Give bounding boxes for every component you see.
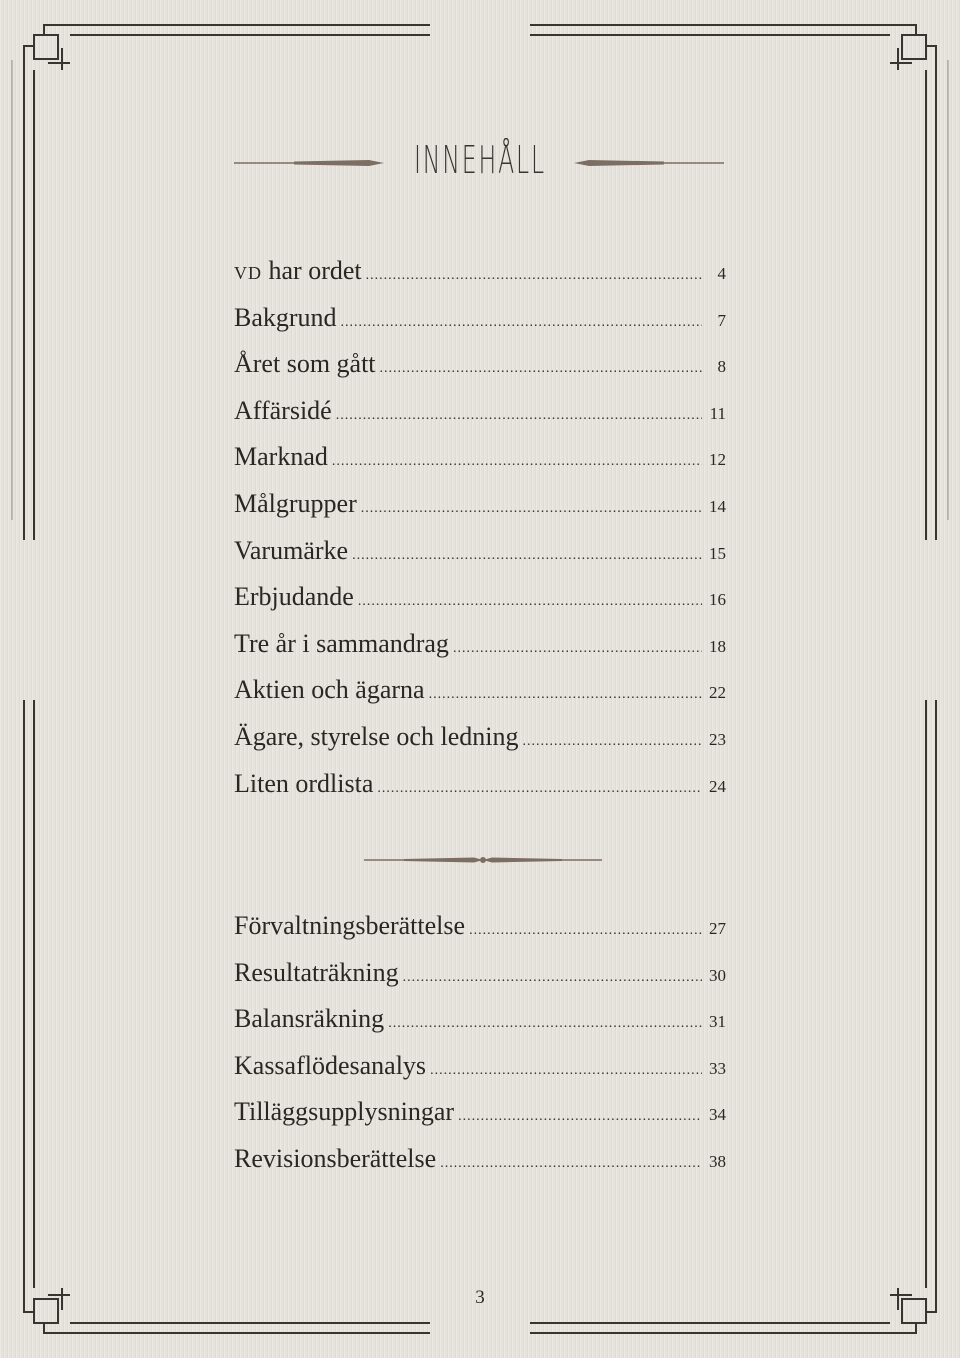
dot-leader: [377, 781, 702, 797]
toc-entry-page: 38: [709, 1151, 726, 1171]
toc-entry-page: 7: [717, 310, 726, 330]
toc-entry[interactable]: [234, 396, 726, 443]
dot-leader: [366, 268, 702, 284]
toc-entry[interactable]: [234, 769, 726, 816]
dot-leader: [332, 454, 702, 470]
toc-entry-page: 18: [709, 636, 726, 656]
page-title: INNEHÅLL: [413, 138, 547, 182]
toc-entry-label: Bakgrund: [234, 302, 337, 332]
toc-entry-page: 16: [709, 590, 726, 610]
toc-entry-page: 22: [709, 683, 726, 703]
toc-entry[interactable]: [234, 1144, 726, 1191]
toc-entry-prefix: vd: [234, 256, 262, 285]
section-divider-ornament: [364, 852, 602, 868]
toc-entry[interactable]: [234, 489, 726, 536]
toc-entry-label: Revisionsberättelse: [234, 1143, 437, 1173]
toc-entry-label: Kassaflödesanalys: [234, 1050, 427, 1080]
toc-entry-label: Varumärke: [234, 535, 349, 565]
toc-entry-label: Marknad: [234, 442, 328, 472]
dot-leader: [430, 1063, 702, 1079]
toc-entry-page: 33: [709, 1058, 726, 1078]
toc-entry-page: 4: [717, 264, 726, 283]
toc-entry[interactable]: [234, 256, 726, 303]
toc-entry-page: 23: [709, 729, 726, 749]
toc-entry[interactable]: [234, 1004, 726, 1051]
toc-entry-page: 14: [709, 496, 726, 516]
toc-entry[interactable]: [234, 1051, 726, 1098]
toc-entry-label: Resultaträkning: [234, 957, 399, 987]
dot-leader: [429, 687, 702, 703]
toc-entry[interactable]: [234, 303, 726, 350]
dot-leader: [403, 970, 702, 986]
dot-leader: [358, 594, 702, 610]
toc-entry[interactable]: [234, 1097, 726, 1144]
dot-leader: [341, 315, 702, 331]
dot-leader: [336, 408, 702, 424]
toc-entry[interactable]: [234, 911, 726, 958]
dot-leader: [361, 501, 702, 517]
dot-leader: [380, 361, 702, 377]
toc-entry-label: Tre år i sammandrag: [234, 628, 449, 658]
toc-entry-page: 31: [709, 1012, 726, 1032]
toc-entry-label: Förvaltningsberättelse: [234, 911, 466, 940]
dot-leader: [352, 548, 702, 564]
toc-entry-page: 15: [709, 543, 726, 563]
toc-entry[interactable]: [234, 629, 726, 676]
toc-primary: [234, 256, 726, 815]
page-number: 3: [475, 1287, 485, 1308]
toc-entry-label: [234, 256, 362, 286]
toc-entry-page: 8: [717, 357, 726, 377]
toc-entry-page: 27: [709, 919, 726, 938]
toc-entry-label: Erbjudande: [234, 582, 354, 612]
toc-entry-page: 30: [709, 965, 726, 985]
dot-leader: [458, 1109, 702, 1125]
dot-leader: [388, 1016, 702, 1032]
toc-entry[interactable]: [234, 536, 726, 583]
toc-entry[interactable]: [234, 442, 726, 489]
toc-entry-page: 12: [709, 450, 726, 470]
title-ornament-right: [574, 155, 724, 171]
toc-entry-page: 34: [709, 1105, 726, 1125]
toc-entry[interactable]: [234, 675, 726, 722]
toc-entry-text: har ordet: [262, 256, 362, 285]
toc-entry-label: Aktien och ägarna: [234, 675, 425, 705]
toc-entry-label: Målgrupper: [234, 488, 357, 518]
toc-entry-label: Tilläggsupplysningar: [234, 1097, 455, 1127]
dot-leader: [522, 734, 702, 750]
toc-entry-page: 24: [709, 776, 726, 796]
toc-entry[interactable]: [234, 958, 726, 1005]
toc-entry-label: Affärsidé: [234, 395, 332, 425]
dot-leader: [469, 923, 702, 939]
toc-entry-label: Balansräkning: [234, 1004, 385, 1034]
toc-secondary: [234, 911, 726, 1191]
toc-entry-page: 11: [709, 403, 726, 423]
toc-entry-label: Året som gått: [234, 349, 376, 379]
toc-entry-label: Ägare, styrelse och ledning: [234, 721, 519, 751]
toc-entry[interactable]: [234, 349, 726, 396]
toc-entry-label: Liten ordlista: [234, 768, 374, 798]
title-ornament-left: [234, 155, 384, 171]
dot-leader: [453, 641, 702, 657]
toc-entry[interactable]: [234, 582, 726, 629]
dot-leader: [440, 1156, 702, 1172]
toc-entry[interactable]: [234, 722, 726, 769]
